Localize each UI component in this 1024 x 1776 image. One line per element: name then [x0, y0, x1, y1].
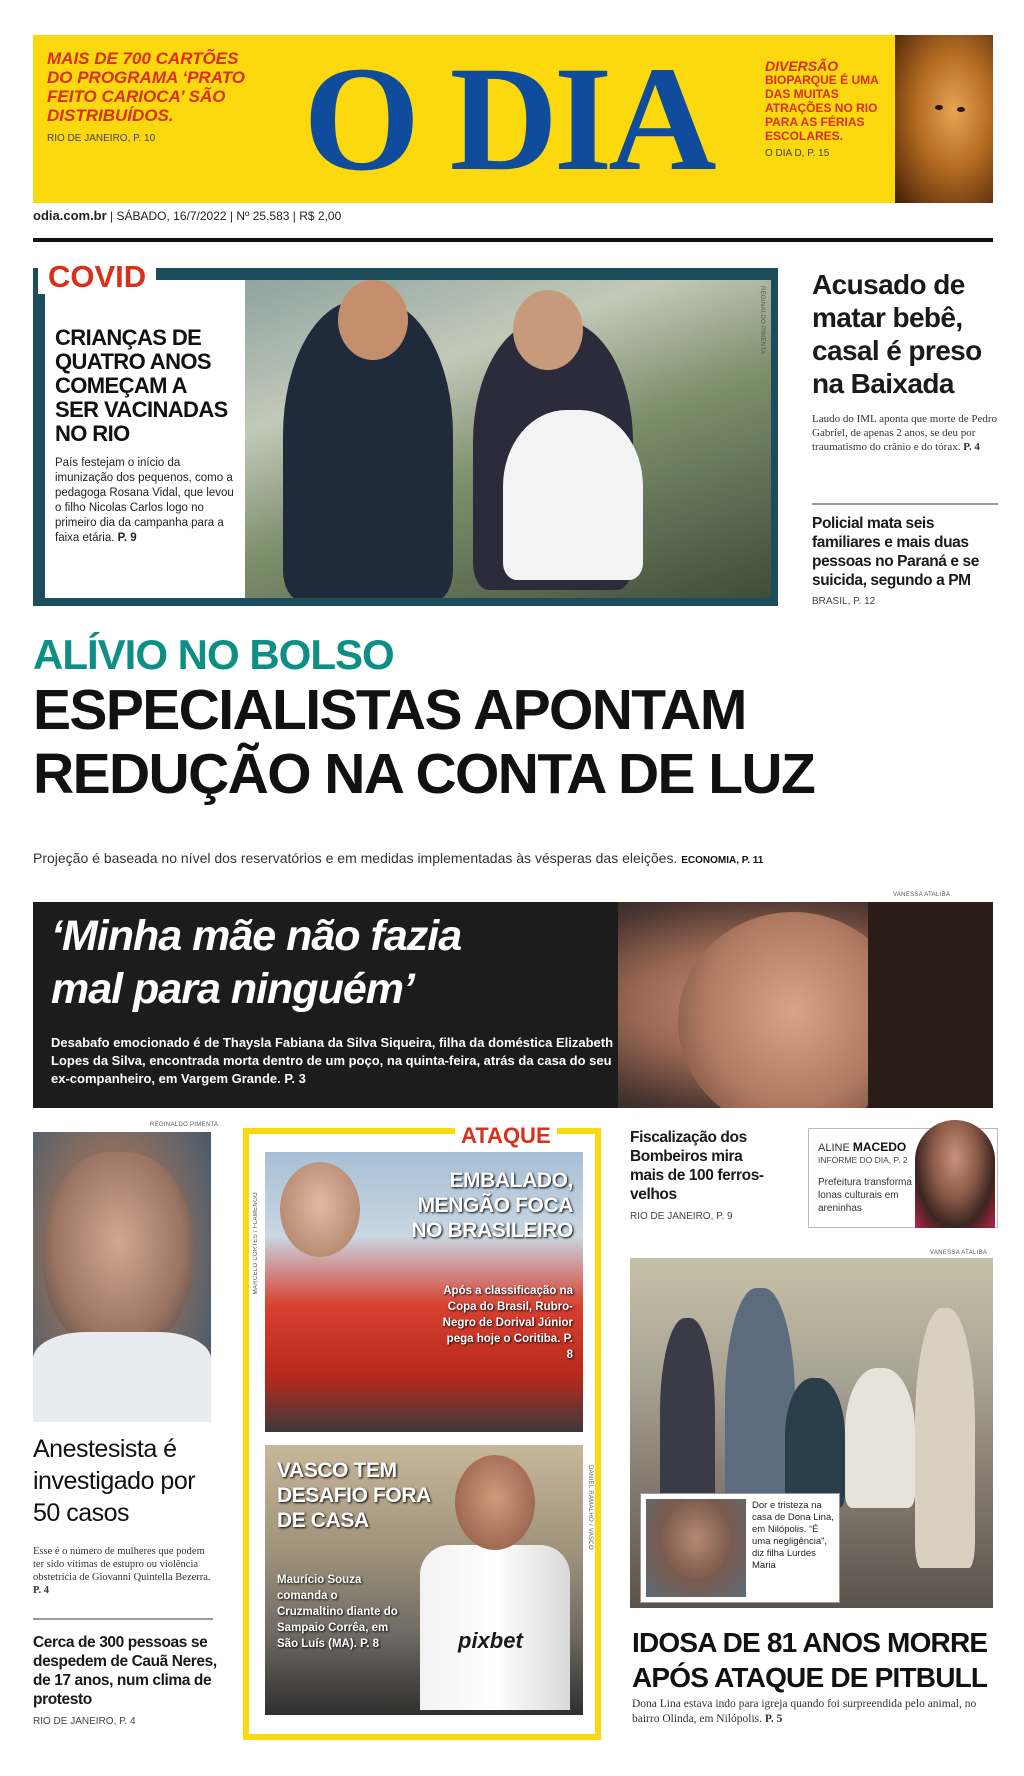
acusado-ref: P. 4 — [963, 441, 980, 453]
mae-body-text: Desabafo emocionado é de Thaysla Fabiana da Silva Siqueira, filha da doméstica Elizabeth Lopes da Silva, encontrada morta dentro de um poço, na quinta-feira, atrás da casa do seu ex-companheiro, em Vargem Grande. — [51, 1035, 614, 1086]
flamengo-body — [440, 1283, 573, 1363]
person-figure — [915, 1308, 975, 1568]
teaser-ref: O DIA D, P. 15 — [765, 148, 830, 159]
teaser-text: BIOPARQUE É UMA DAS MUITAS ATRAÇÕES NO RIO PARA AS FÉRIAS ESCOLARES. — [765, 73, 879, 143]
idosa-ref: P. 5 — [764, 1713, 783, 1725]
vaccination-photo — [243, 280, 771, 598]
teaser-headline: MAIS DE 700 CARTÕES DO PROGRAMA ‘PRATO FEITO CARIOCA’ SÃO DISTRIBUÍDOS. — [47, 49, 246, 125]
masthead — [33, 35, 993, 203]
column-ref: INFORME DO DIA, P. 2 — [818, 1155, 908, 1165]
policial-headline: Policial mata seis familiares e mais duas pessoas no Paraná e se suicida, segundo a PM — [812, 515, 979, 589]
nurse-head — [338, 280, 408, 360]
columnist-name — [818, 1140, 906, 1154]
anestesista-body-text: Esse é o número de mulheres que podem ter sido vítimas de estupro ou violência obstetrícia de Giovanni Quintella Bezerra. — [33, 1546, 211, 1583]
idosa-body — [632, 1697, 998, 1727]
lion-eye — [957, 107, 965, 112]
crying-woman-photo — [618, 902, 993, 1108]
vasco-coach-head — [455, 1455, 535, 1550]
acusado-story[interactable] — [812, 268, 998, 454]
man-face — [43, 1152, 193, 1352]
photo-credit: VANESSA ATALIBA — [930, 1250, 988, 1256]
main-headline-line2: REDUÇÃO NA CONTA DE LUZ — [33, 742, 815, 806]
dona-lina-photo — [646, 1499, 746, 1597]
columnist-first-name: ALINE — [818, 1142, 850, 1154]
covid-ref: P. 9 — [117, 532, 137, 544]
main-story-kicker: ALÍVIO NO BOLSO — [33, 631, 394, 678]
lion-eye — [935, 105, 943, 110]
policial-ref: BRASIL, P. 12 — [812, 596, 876, 607]
divider — [33, 1618, 213, 1620]
separator: | — [110, 209, 117, 223]
person-figure — [845, 1368, 915, 1508]
mae-headline — [51, 910, 651, 1016]
anestesista-body — [33, 1545, 213, 1597]
acusado-headline: Acusado de matar bebê, casal é preso na Baixada — [812, 269, 982, 399]
edition-date: SÁBADO, 16/7/2022 — [116, 209, 227, 223]
main-ref: ECONOMIA, P. 11 — [681, 855, 764, 866]
person-figure — [785, 1378, 845, 1508]
teaser-ref: RIO DE JANEIRO, P. 10 — [47, 133, 156, 144]
covid-body-text: País festejam o início da imunização dos pequenos, como a pedagoga Rosana Vidal, que levou o filho Nicolas Carlos logo no primeiro dia da campanha para a faixa etária. — [55, 457, 234, 544]
columnist-photo — [915, 1120, 995, 1228]
photo-credit: REGINALDO PIMENTA — [759, 286, 765, 355]
teaser-kicker: DIVERSÃO — [765, 58, 839, 74]
fiscalizacao-story[interactable] — [630, 1128, 775, 1226]
separator: | — [229, 209, 237, 223]
idosa-headline[interactable]: IDOSA DE 81 ANOS MORRE APÓS ATAQUE DE PITBULL — [632, 1627, 988, 1693]
anestesista-ref: P. 4 — [33, 1585, 49, 1596]
fiscalizacao-ref: RIO DE JANEIRO, P. 9 — [630, 1211, 733, 1222]
lion-photo — [895, 35, 993, 203]
column-body: Prefeitura transforma lonas culturais em areninhas — [818, 1177, 912, 1214]
vasco-body — [277, 1572, 407, 1652]
photo-credit: DANIEL RAMALHO / VASCO — [587, 1465, 593, 1550]
main-sub-text: Projeção é baseada no nível dos reservatórios e em medidas implementadas às vésperas das eleições. — [33, 850, 678, 866]
inset-caption: Dor e tristeza na casa de Dona Lina, em Nilópolis. “É uma negligência”, diz filha Lurdes Maria — [752, 1500, 834, 1571]
covid-story-box[interactable] — [33, 268, 778, 606]
ataque-tag: ATAQUE — [455, 1124, 557, 1148]
white-shirt — [33, 1332, 211, 1422]
site-link[interactable]: odia.com.br — [33, 208, 107, 223]
hair-shape — [868, 902, 993, 1108]
main-story-headline[interactable] — [33, 678, 993, 806]
flamengo-headline: EMBALADO, MENGÃO FOCA NO BRASILEIRO — [411, 1169, 573, 1242]
header-rule — [33, 238, 993, 242]
shirt-sponsor-logo: pixbet — [458, 1628, 523, 1653]
covid-tag: COVID — [38, 260, 156, 294]
vasco-body-text: Maurício Souza comanda o Cruzmaltino diante do Sampaio Corrêa, em São Luís (MA). — [277, 1574, 398, 1650]
mae-ref: P. 3 — [284, 1071, 306, 1086]
anestesista-photo — [33, 1132, 211, 1422]
vasco-headline: VASCO TEM DESAFIO FORA DE CASA — [277, 1459, 431, 1532]
caua-story[interactable] — [33, 1633, 218, 1731]
photo-credit: MARCELO CORTES / FLAMENGO — [253, 1192, 259, 1295]
fiscalizacao-headline: Fiscalização dos Bombeiros mira mais de 100 ferros-velhos — [630, 1129, 764, 1203]
edition-price: R$ 2,00 — [299, 209, 342, 223]
anestesista-headline[interactable]: Anestesista é investigado por 50 casos — [33, 1435, 196, 1527]
separator: | — [292, 209, 300, 223]
acusado-body-text: Laudo do IML aponta que morte de Pedro Gabriel, de apenas 2 anos, se deu por traumatismo do crânio e do tórax. — [812, 413, 998, 453]
divider — [812, 503, 998, 505]
caua-headline: Cerca de 300 pessoas se despedem de Cauã Neres, de 17 anos, num clima de protesto — [33, 1634, 217, 1708]
flamengo-body-text: Após a classificação na Copa do Brasil, Rubro-Negro de Dorival Júnior pega hoje o Coritiba. — [442, 1285, 573, 1345]
coach-head — [280, 1162, 360, 1257]
mae-story-box[interactable] — [33, 892, 993, 1108]
caua-ref: RIO DE JANEIRO, P. 4 — [33, 1716, 136, 1727]
acusado-body — [812, 412, 998, 454]
mother-head — [513, 290, 583, 370]
masthead-left-teaser[interactable] — [47, 49, 247, 148]
photo-credit: VANESSA ATALIBA — [893, 892, 951, 898]
photo-credit: REGINALDO PIMENTA — [150, 1122, 219, 1128]
vasco-ref: P. 8 — [360, 1638, 380, 1650]
idosa-body-text: Dona Lina estava indo para igreja quando foi surpreendida pelo animal, no bairro Olinda, em Nilópolis. — [632, 1698, 977, 1725]
mae-body — [51, 1034, 631, 1088]
covid-text-panel — [45, 280, 245, 598]
columnist-last-name: MACEDO — [852, 1140, 907, 1154]
child-figure — [503, 410, 643, 580]
policial-story[interactable] — [812, 514, 998, 611]
covid-body — [55, 456, 235, 546]
mae-headline-line2: mal para ninguém’ — [51, 965, 414, 1013]
covid-headline: CRIANÇAS DE QUATRO ANOS COMEÇAM A SER VACINADAS NO RIO — [55, 325, 228, 446]
mae-headline-line1: ‘Minha mãe não fazia — [51, 912, 462, 960]
main-headline-line1: ESPECIALISTAS APONTAM — [33, 678, 746, 742]
main-story-sub — [33, 850, 998, 866]
info-bar — [33, 208, 993, 223]
edition-number: Nº 25.583 — [236, 209, 290, 223]
flamengo-ref: P. 8 — [563, 1333, 573, 1361]
newspaper-logo[interactable]: O DIA — [303, 36, 713, 202]
masthead-right-teaser[interactable] — [765, 59, 895, 161]
